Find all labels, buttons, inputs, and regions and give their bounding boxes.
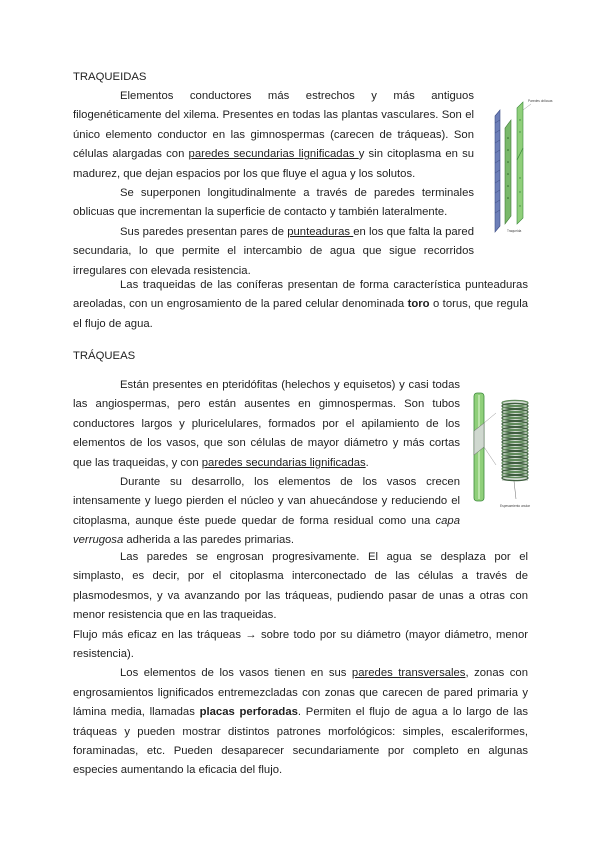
traqueida-figure	[483, 98, 553, 236]
paragraph	[73, 87, 474, 184]
traquea-illustration	[464, 391, 538, 517]
paragraph	[73, 223, 474, 281]
text-run: Están presentes en pteridófitas (helechos y equisetos) y casi todas las angiospermas, pero están ausentes en gimnospermas. Son tubos conductores largos y pluricelulares, formados por el apilamiento de los elementos de los vasos, que son células de mayor diámetro y más cortas que las traqueidas, y con	[73, 379, 460, 469]
figure-label-top: Paredes oblicuas	[528, 99, 553, 103]
underlined-term: punteaduras	[287, 225, 354, 238]
paragraph: Flujo más eficaz en las tráqueas → sobre todo por su diámetro (mayor diámetro, menor resistencia).	[73, 628, 528, 661]
text-run: Durante su desarrollo, los elementos de los vasos crecen intensamente y luego pierden el núcleo y van ahuecándose y reduciendo el citoplasma, aunque éste puede quedar de forma residual como una	[73, 476, 460, 527]
traqueidas-text-block-wide	[73, 276, 528, 334]
paragraph	[73, 276, 528, 334]
text-run: . Permiten el flujo de agua a lo largo de las tráqueas y pueden mostrar distintos patrones morfológicos: simples, escaleriformes, foraminadas, etc. Pueden desaparecer secundariamente por completo en algunas especies aumentando la eficacia del flujo.	[73, 706, 528, 777]
figure-label: Espesamiento anular	[500, 504, 530, 508]
paragraph	[73, 376, 460, 473]
section-title-traqueidas: TRAQUEIDAS	[73, 71, 147, 83]
traqueidas-text-block	[73, 87, 474, 281]
text-run: Los elementos de los vasos tienen en sus	[120, 667, 352, 680]
text-run: en los que falta la pared secundaria, lo que permite el intercambio de agua que sigue recorridos irregulares con elevada resistencia.	[73, 225, 474, 277]
paragraph	[73, 473, 460, 551]
bold-term: placas perforadas	[199, 706, 298, 719]
paragraph: Las paredes se engrosan progresivamente. El agua se desplaza por el simplasto, es decir, por el citoplasma interconectado de las células a través de plasmodesmos, y va avanzando por las tráqueas, pudiendo pasar de unas a otras con menor resistencia que en las traqueidas.	[73, 551, 528, 622]
traqueida-illustration	[483, 98, 553, 236]
underlined-term: paredes secundarias lignificadas	[201, 456, 366, 469]
text-run: o torus, que regula el flujo de agua.	[73, 298, 528, 330]
text-run: Las traqueidas de las coníferas presentan de forma característica punteaduras areoladas, con un engrosamiento de la pared celular denominada	[73, 279, 528, 311]
traquea-figure	[464, 391, 538, 517]
text-run: y sin citoplasma en su madurez, que dejan espacios por los que fluye el agua y los solutos.	[73, 148, 474, 180]
paragraph: Se superponen longitudinalmente a través de paredes terminales oblicuas que incrementan la superficie de contacto y también lateralmente.	[73, 187, 474, 219]
underlined-term: paredes secundarias lignificadas	[188, 148, 359, 161]
annular-thickening	[502, 400, 528, 481]
text-run: .	[365, 456, 369, 469]
text-run: Elementos conductores más estrechos y más antiguos filogenéticamente del xilema. Presentes en todas las plantas vasculares. Son el único elemento conductor en las gimnospermas (carecen de tráqueas). Son células alargadas con	[73, 90, 474, 161]
figure-label-bottom: Traqueida	[507, 229, 522, 233]
underlined-term: paredes transversales	[351, 667, 466, 680]
text-run: Sus paredes presentan pares de	[120, 225, 288, 238]
section-title-traqueas: TRÁQUEAS	[73, 350, 136, 362]
italic-term: capa verrugosa	[73, 514, 460, 547]
traqueas-text-block	[73, 376, 460, 551]
traqueas-text-block-wide	[73, 548, 528, 781]
text-run: adherida a las paredes primarias.	[123, 534, 295, 547]
bold-term: toro	[407, 298, 430, 311]
paragraph	[73, 664, 528, 780]
text-run: , zonas con engrosamientos lignificados entremezcladas con zonas que carecen de pared primaria y lámina media, llamadas	[73, 667, 528, 719]
